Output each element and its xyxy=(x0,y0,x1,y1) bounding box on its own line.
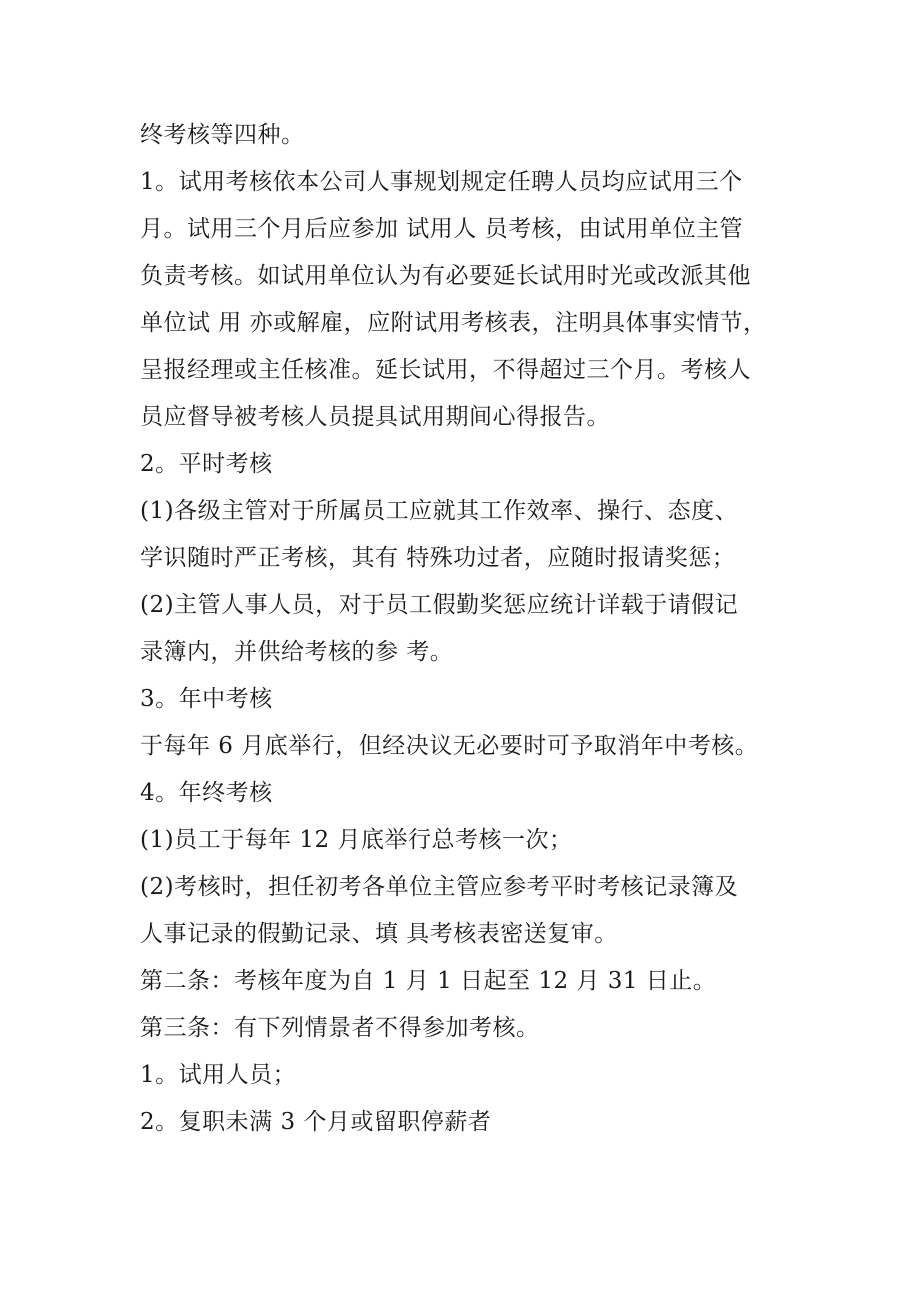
section-heading: 4。年终考核 xyxy=(140,780,273,806)
text-line: (2)考核时，担任初考各单位主管应参考平时考核记录簿及 xyxy=(140,874,739,900)
text-line: 员应督导被考核人员提具试用期间心得报告。 xyxy=(140,404,610,430)
article-line: 第二条：考核年度为自 1 月 1 日起至 12 月 31 日止。 xyxy=(140,968,717,994)
section-heading: 3。年中考核 xyxy=(140,686,273,712)
text-line: 1。试用人员； xyxy=(140,1062,297,1088)
text-line: 终考核等四种。 xyxy=(140,122,305,148)
text-line: (1)各级主管对于所属员工应就其工作效率、操行、态度、 xyxy=(140,498,739,524)
text-line: 负责考核。如试用单位认为有必要延长试用时光或改派其他 xyxy=(140,263,751,289)
document-body xyxy=(140,112,800,1146)
section-heading: 2。平时考核 xyxy=(140,451,273,477)
text-line: (2)主管人事人员，对于员工假勤奖惩应统计详载于请假记 xyxy=(140,592,739,618)
text-line: 1。试用考核依本公司人事规划规定任聘人员均应试用三个 xyxy=(140,169,743,195)
text-line: 呈报经理或主任核准。延长试用，不得超过三个月。考核人 xyxy=(140,357,751,383)
text-line: 学识随时严正考核，其有 特殊功过者，应随时报请奖惩； xyxy=(140,545,736,571)
text-line: 录簿内，并供给考核的参 考。 xyxy=(140,639,454,665)
text-line: 单位试 用 亦或解雇，应附试用考核表，注明具体事实情节， xyxy=(140,310,767,336)
text-line: 人事记录的假勤记录、填 具考核表密送复审。 xyxy=(140,921,618,947)
text-line: 2。复职未满 3 个月或留职停薪者 xyxy=(140,1109,492,1135)
text-line: 于每年 6 月底举行，但经决议无必要时可予取消年中考核。 xyxy=(140,733,759,759)
text-line: (1)员工于每年 12 月底举行总考核一次； xyxy=(140,827,573,853)
article-line: 第三条：有下列情景者不得参加考核。 xyxy=(140,1015,540,1041)
text-line: 月。试用三个月后应参加 试用人 员考核，由试用单位主管 xyxy=(140,216,744,242)
